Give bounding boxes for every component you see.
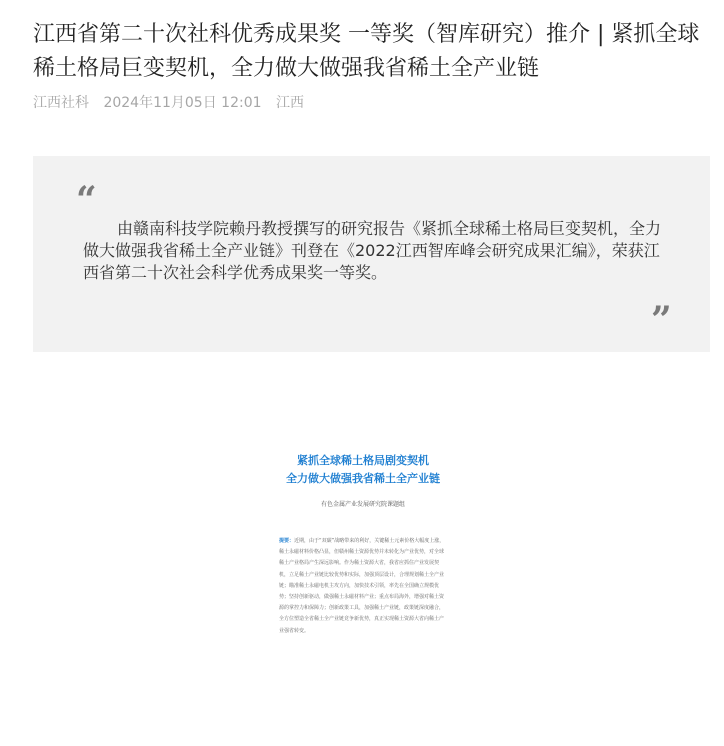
report-title-line-2: 全力做大做强我省稀土全产业链 (286, 472, 440, 485)
abstract-text: 近期，由于“双碳”战略带来的利好，关键稀土元素价格大幅度上涨，稀土永磁材料价格凸显，但赣州稀土资源优势并未转化为产业优势，对全球稀土产业格局产生深远影响。作为稀土资源大省，我省应抓住产业发展契机，立足稀土产业链比较优势和实际，加强顶层设计，合理规划稀土全产业链；瞄准稀土永磁电机主攻方向，加快技术引领，率先在全国确立规模优势；坚持创新驱动，做强稀土永磁材料产业；重点布局海外，增强对稀土资源的掌控力和保障力；创新政策工具，加强稀土产业链，政策链深度融合，全方位塑造全省稀土全产业链竞争新优势，真正实现稀土资源大省向稀土产业强省转变。 (279, 538, 445, 634)
report-title-line-1: 紧抓全球稀土格局剧变契机 (297, 454, 429, 467)
report-title (271, 452, 455, 488)
quote-block (33, 156, 710, 352)
abstract-label: 提要： (279, 538, 295, 544)
report-cover-image (271, 444, 455, 656)
report-subtitle: 有色金属产业发展研究院课题组 (320, 501, 405, 508)
article-meta (33, 94, 314, 112)
close-quote-icon: ” (651, 299, 672, 341)
publish-datetime: 2024年11月05日 12:01 (103, 95, 262, 111)
location-label: 江西 (275, 95, 304, 111)
open-quote-icon: “ (76, 179, 97, 221)
source-link[interactable]: 江西社科 (33, 95, 89, 111)
article-title: 江西省第二十次社科优秀成果奖 一等奖（智库研究）推介 | 紧抓全球稀土格局巨变契机，全力做大做强我省稀土全产业链 (33, 22, 700, 81)
quote-text: 由赣南科技学院赖丹教授撰写的研究报告《紧抓全球稀土格局巨变契机，全力做大做强我省稀土全产业链》刊登在《2022江西智库峰会研究成果汇编》，荣获江西省第二十次社会科学优秀成果奖一等奖。 (83, 219, 662, 282)
report-abstract (279, 536, 447, 637)
